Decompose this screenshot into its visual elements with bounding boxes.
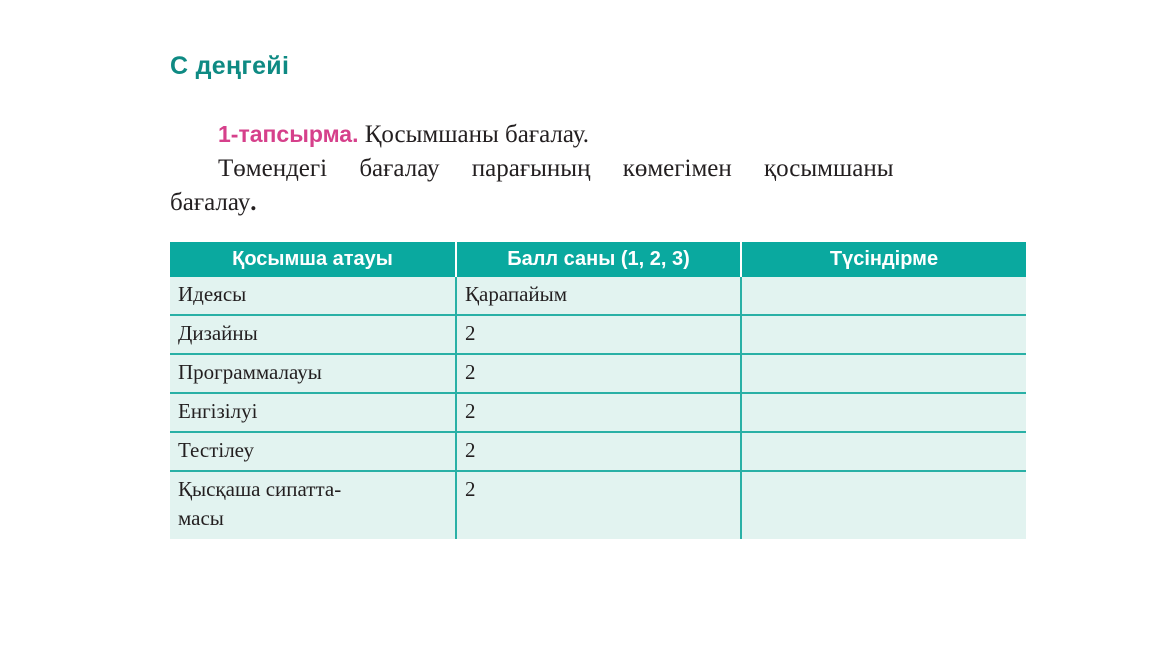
table-row (170, 393, 1026, 432)
table-row (170, 432, 1026, 471)
cell-criterion: Дизайны (170, 315, 456, 354)
cell-criterion: Қысқаша сипатта- масы (170, 471, 456, 539)
cell-criterion: Идеясы (170, 277, 456, 315)
task-block (170, 117, 1026, 220)
assessment-table (170, 242, 1026, 539)
task-title: Қосымшаны бағалау. (364, 121, 589, 148)
cell-criterion: Енгізілуі (170, 393, 456, 432)
table-row (170, 471, 1026, 539)
cell-note (741, 432, 1026, 471)
header-explanation: Түсіндірме (741, 242, 1026, 277)
cell-score: 2 (456, 432, 741, 471)
header-app-name: Қосымша атауы (170, 242, 456, 277)
cell-note (741, 354, 1026, 393)
table-row (170, 354, 1026, 393)
cell-score: 2 (456, 393, 741, 432)
cell-score: 2 (456, 354, 741, 393)
header-score: Балл саны (1, 2, 3) (456, 242, 741, 277)
cell-score: 2 (456, 471, 741, 539)
table-row (170, 277, 1026, 315)
table-header-row (170, 242, 1026, 277)
cell-score: 2 (456, 315, 741, 354)
task-text-line2-end: . (250, 189, 257, 216)
table-row (170, 315, 1026, 354)
cell-criterion: Тестілеу (170, 432, 456, 471)
cell-note (741, 393, 1026, 432)
task-text-line1: Төмендегі бағалау парағының көмегімен қосымшаны (218, 155, 894, 182)
cell-note (741, 315, 1026, 354)
cell-note (741, 277, 1026, 315)
task-heading (170, 117, 1026, 152)
level-title: С деңгейі (170, 52, 290, 80)
cell-criterion: Программалауы (170, 354, 456, 393)
task-text-line2-word: бағалау (170, 189, 251, 216)
task-number: 1-тапсырма. (218, 121, 359, 147)
cell-note (741, 471, 1026, 539)
cell-score: Қарапайым (456, 277, 741, 315)
task-text-line2 (170, 186, 1026, 220)
